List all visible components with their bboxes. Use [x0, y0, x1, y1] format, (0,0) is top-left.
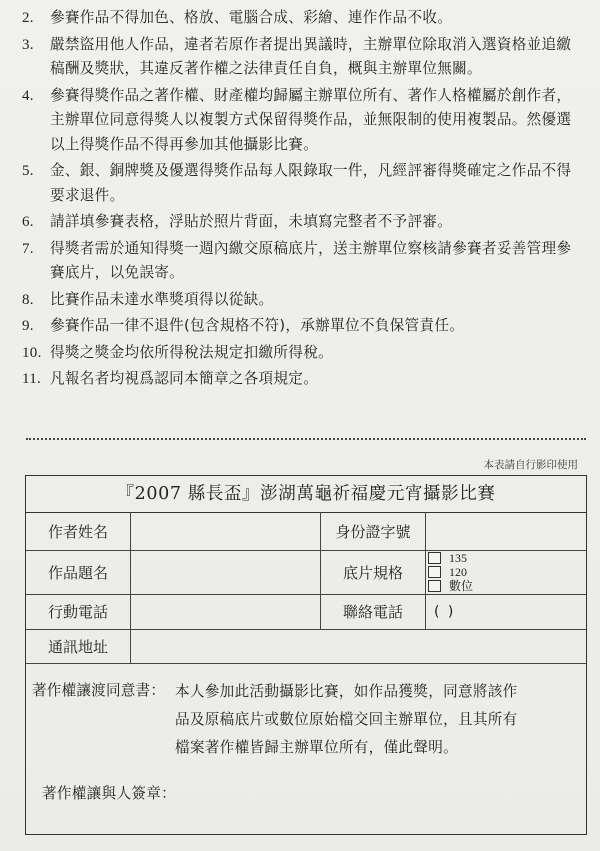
film-spec-label: 底片規格 — [321, 550, 426, 594]
rule-text: 參賽作品一律不退件(包含規格不符)，承辦單位不負保管責任。 — [50, 317, 465, 334]
rule-text: 比賽作品未達水準獎項得以從缺。 — [50, 290, 274, 308]
film-option-digital[interactable] — [428, 579, 473, 593]
film-option-120[interactable] — [428, 565, 473, 579]
rule-text: 參賽得獎作品之著作權、財產權均歸屬主辦單位所有、著作人格權屬於創作者，主辦單位同意得獎人以複製方式保留得獎作品，並無限制的使用複製品。然優選以上得獎作品不得再參加其他攝影比賽。 — [50, 86, 572, 153]
cut-line-divider — [26, 438, 586, 440]
work-title-label: 作品題名 — [26, 550, 131, 594]
checkbox-digital[interactable] — [428, 580, 441, 592]
rules-list — [22, 6, 582, 394]
contact-phone-field[interactable] — [426, 594, 586, 629]
photocopy-note: 本表請自行影印使用 — [483, 459, 578, 471]
area-code-paren: ( ) — [434, 603, 456, 620]
rule-number: 9. — [22, 318, 34, 334]
author-name-label: 作者姓名 — [26, 512, 131, 550]
rule-item — [22, 367, 582, 392]
form-row-author — [26, 512, 586, 551]
rule-item — [22, 210, 582, 235]
author-name-field[interactable] — [131, 512, 321, 550]
rule-item — [22, 84, 582, 158]
mobile-field[interactable] — [131, 594, 321, 629]
form-title: 『2007 縣長盃』澎湖萬龜祈福慶元宵攝影比賽 — [26, 476, 586, 513]
consent-line: 品及原稿底片或數位原始檔交回主辦單位，且其所有 — [175, 711, 518, 728]
rule-item — [22, 341, 582, 366]
rule-number: 10. — [22, 344, 42, 361]
film-option-label: 120 — [449, 565, 467, 579]
rule-item — [22, 159, 582, 208]
rule-text: 得獎者需於通知得獎一週內繳交原稿底片，送主辦單位察核請參賽者妥善管理參賽底片，以免誤寄。 — [50, 239, 572, 281]
signature-label: 著作權讓與人簽章： — [42, 785, 177, 802]
id-number-label: 身份證字號 — [321, 512, 426, 550]
work-title-field[interactable] — [131, 550, 321, 594]
rule-number: 8. — [22, 291, 34, 308]
rule-text: 嚴禁盜用他人作品，違者若原作者提出異議時，主辦單位除取消入選資格並追繳稿酬及獎狀，其違反著作權之法律責任自負，概與主辦單位無關。 — [50, 35, 572, 77]
rule-item — [22, 288, 582, 313]
rule-text: 參賽作品不得加色、格放、電腦合成、彩繪、連作作品不收。 — [50, 9, 453, 26]
rule-number: 7. — [22, 240, 34, 257]
mobile-label: 行動電話 — [26, 594, 131, 629]
copyright-consent-section — [26, 664, 586, 834]
rule-number: 6. — [22, 214, 34, 230]
film-spec-options — [428, 550, 473, 594]
rule-text: 得獎之獎金均依所得稅法規定扣繳所得稅。 — [50, 343, 333, 361]
consent-text — [175, 678, 575, 762]
checkbox-135[interactable] — [428, 552, 441, 564]
consent-line: 檔案著作權皆歸主辦單位所有，僅此聲明。 — [175, 739, 458, 756]
rule-number: 11. — [22, 371, 42, 387]
rule-item — [22, 237, 582, 286]
film-option-135[interactable] — [428, 551, 473, 565]
checkbox-120[interactable] — [428, 566, 441, 578]
form-row-work — [26, 550, 586, 595]
rule-text: 凡報名者均視爲認同本簡章之各項規定。 — [50, 370, 319, 387]
id-number-field[interactable] — [426, 512, 586, 550]
rule-text: 請詳填參賽表格，浮貼於照片背面，未填寫完整者不予評審。 — [50, 213, 453, 230]
rule-item — [22, 33, 582, 82]
rule-item — [22, 6, 582, 31]
rule-number: 5. — [22, 163, 34, 179]
film-option-label: 數位 — [449, 579, 474, 593]
rule-number: 4. — [22, 87, 34, 104]
film-option-label: 135 — [449, 551, 467, 565]
entry-form — [25, 475, 587, 835]
consent-heading: 著作權讓渡同意書： — [32, 682, 166, 699]
form-row-address — [26, 629, 586, 664]
address-field[interactable] — [131, 629, 586, 663]
form-row-phone — [26, 594, 586, 630]
rule-number: 3. — [22, 36, 34, 53]
consent-line: 本人參加此活動攝影比賽，如作品獲獎，同意將該作 — [175, 683, 518, 700]
contact-phone-label: 聯絡電話 — [321, 594, 426, 629]
rule-item — [22, 314, 582, 339]
rule-text: 金、銀、銅牌獎及優選得獎作品每人限錄取一件，凡經評審得獎確定之作品不得要求退件。 — [50, 162, 572, 204]
address-label: 通訊地址 — [26, 629, 131, 663]
rule-number: 2. — [22, 10, 34, 26]
